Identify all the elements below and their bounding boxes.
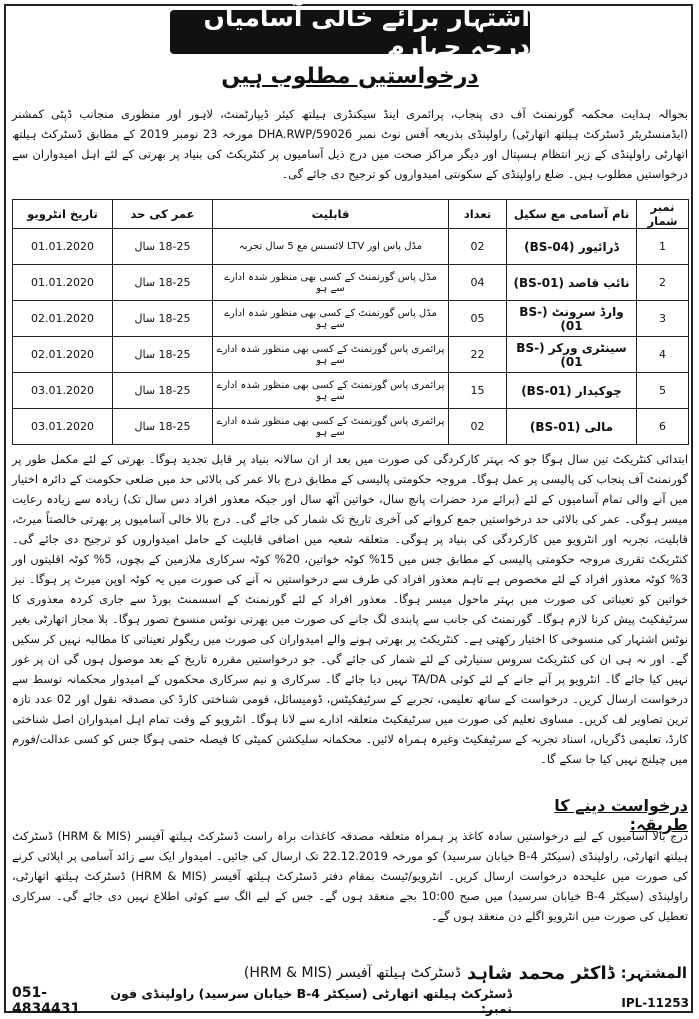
cell-qualification: مڈل پاس گورنمنٹ کے کسی بھی منظور شدہ ادارے سے ہو xyxy=(213,265,449,301)
cell-qualification: مڈل پاس گورنمنٹ کے کسی بھی منظور شدہ ادارے سے ہو xyxy=(213,301,449,337)
cell-post-name: ڈرائیور (BS-04) xyxy=(507,229,637,265)
ipl-reference: IPL-11253 xyxy=(621,996,689,1010)
cell-age: 18-25 سال xyxy=(113,373,213,409)
header-age: عمر کی حد xyxy=(113,200,213,229)
cell-count: 15 xyxy=(449,373,507,409)
cell-serial: 2 xyxy=(637,265,689,301)
address-text: ڈسٹرکٹ ہیلتھ اتھارٹی (سیکٹر B-4 خیابان سرسید) راولپنڈی فون نمبر: xyxy=(110,986,512,1016)
posts-table xyxy=(12,199,689,445)
cell-age: 18-25 سال xyxy=(113,265,213,301)
cell-date: 03.01.2020 xyxy=(13,373,113,409)
address-line xyxy=(12,985,512,1017)
how-to-apply-heading: درخواست دینے کا طریقہ: xyxy=(554,796,688,834)
cell-serial: 6 xyxy=(637,409,689,445)
table-row xyxy=(13,409,689,445)
cell-post-name: نائب قاصد (BS-01) xyxy=(507,265,637,301)
header-name: نام آسامی مع سکیل xyxy=(507,200,637,229)
cell-serial: 1 xyxy=(637,229,689,265)
banner-text: اشتہار برائے خالی آسامیاں درجہ چہارم xyxy=(203,3,530,61)
subtitle xyxy=(180,58,520,94)
cell-post-name: سینٹری ورکر (BS-01) xyxy=(507,337,637,373)
cell-count: 22 xyxy=(449,337,507,373)
table-row xyxy=(13,373,689,409)
how-to-apply-paragraph: درج بالا آسامیوں کے لیے درخواستیں سادہ کاغذ پر ہمراہ متعلقہ مصدقہ کاغذات براہ راست ڈسٹرکٹ ہیلتھ آفیسر (HRM & MIS) ڈسٹرکٹ ہیلتھ اتھارٹی، راولپنڈی (سیکٹر 4-B خیابان سرسید) کو مورخہ 22.12.2019 تک ارسال کی جائیں۔ امیدوار ایک سے زائد آسامی پر اپلائی کرنے کی صورت میں علیحدہ درخواست ارسال کریں۔ انٹرویو/ٹیسٹ بمقام دفتر ڈسٹرکٹ ہیلتھ آفیسر (HRM & MIS) ڈسٹرکٹ ہیلتھ اتھارٹی، راولپنڈی (سیکٹر 4-B خیابان سرسید) میں صبح 10:00 بجے منعقد ہوں گے۔ جس کے لیے الگ سے کوئی اطلاع نہیں دی جائے گی۔ سرکاری تعطیل کی صورت میں انٹرویو اگلے دن منعقد ہوں گے۔ xyxy=(12,829,688,923)
table-header-row xyxy=(13,200,689,229)
cell-count: 02 xyxy=(449,409,507,445)
cell-age: 18-25 سال xyxy=(113,301,213,337)
cell-qualification: پرائمری پاس گورنمنٹ کے کسی بھی منظور شدہ ادارے سے ہو xyxy=(213,409,449,445)
page-title xyxy=(170,3,530,61)
cell-post-name: مالی (BS-01) xyxy=(507,409,637,445)
advertiser-name: ڈاکٹر محمد شاہد xyxy=(466,962,615,984)
cell-count: 05 xyxy=(449,301,507,337)
cell-date: 01.01.2020 xyxy=(13,229,113,265)
cell-post-name: چوکیدار (BS-01) xyxy=(507,373,637,409)
subtitle-text: درخواستیں مطلوب ہیں xyxy=(221,63,479,89)
cell-qualification: پرائمری پاس گورنمنٹ کے کسی بھی منظور شدہ ادارے سے ہو xyxy=(213,373,449,409)
header-qualification: قابلیت xyxy=(213,200,449,229)
cell-post-name: وارڈ سرونٹ (BS-01) xyxy=(507,301,637,337)
cell-date: 03.01.2020 xyxy=(13,409,113,445)
cell-count: 02 xyxy=(449,229,507,265)
table-row xyxy=(13,301,689,337)
advertiser-title: ڈسٹرکٹ ہیلتھ آفیسر (HRM & MIS) xyxy=(243,965,461,981)
table-row xyxy=(13,337,689,373)
header-date: تاریخ انٹرویو xyxy=(13,200,113,229)
intro-paragraph: بحوالہ ہدایت محکمہ گورنمنٹ آف دی پنجاب، پرائمری اینڈ سیکنڈری ہیلتھ کیئر ڈیپارٹمنٹ، لاہور اور منظوری منجانب ڈپٹی کمشنر (ایڈمنسٹریٹر ڈسٹرکٹ ہیلتھ اتھارٹی) راولپنڈی بذریعہ آفس نوٹ نمبر 59026/DHA.RWP مورخہ 23 نومبر 2019 کے مطابق ڈسٹرکٹ ہیلتھ اتھارٹی راولپنڈی کے زیر انتظام ہسپتال اور دیگر مراکز صحت میں درج ذیل آسامیوں پر کنٹریکٹ کی بنیاد پر بھرتی کے لئے اہل امیدواران سے درخواستیں مطلوب ہیں۔ ضلع راولپنڈی کے سکونتی امیدواروں کو ترجیح دی جائے گی۔ xyxy=(12,107,688,181)
cell-age: 18-25 سال xyxy=(113,337,213,373)
cell-qualification: مڈل پاس اور LTV لائسنس مع 5 سال تجربہ xyxy=(213,229,449,265)
cell-serial: 3 xyxy=(637,301,689,337)
table-row xyxy=(13,229,689,265)
cell-date: 01.01.2020 xyxy=(13,265,113,301)
advertiser-label: المشتہر: xyxy=(620,964,687,982)
cell-age: 18-25 سال xyxy=(113,229,213,265)
advertiser-line xyxy=(244,958,687,988)
header-serial: نمبر شمار xyxy=(637,200,689,229)
cell-serial: 4 xyxy=(637,337,689,373)
cell-date: 02.01.2020 xyxy=(13,337,113,373)
cell-age: 18-25 سال xyxy=(113,409,213,445)
conditions-paragraph: ابتدائی کنٹریکٹ تین سال ہوگا جو کہ بہتر کارکردگی کی صورت میں بعد از ان سالانہ بنیاد پر قابل تجدید ہوگا۔ بھرتی کے لئے مکمل طور پر گورنمنٹ آف پنجاب کی پالیسی پر عمل ہوگا۔ مروجہ حکومتی پالیسی کے مطابق درج بالا عمر کی بالائی حد میں ضلعی حکومت کے دائرہ اختیار میں آنے والی تمام آسامیوں کے لئے (برائے مرد حضرات پانچ سال، خواتین آٹھ سال اور جبکہ معذور افراد دس سال تک) زیادہ سے زیادہ رعایت میسر ہوگی۔ عمر کی بالائی حد درخواستیں جمع کروانے کی آخری تاریخ تک شمار کی جائے گی۔ درج بالا خالی آسامیوں پر بھرتی خالصتاً میرٹ، قابلیت، تجربہ اور انٹرویو میں کارکردگی کی بنیاد پر ہوگی۔ متعلقہ شعبہ میں اضافی قابلیت کے حامل امیدواروں کو ترجیح دی جائے گی۔ کنٹریکٹ تقرری مروجہ حکومتی پالیسی کے مطابق جس میں 15% کوٹہ خواتین، 20% کوٹہ سرکاری ملازمین کے بچوں، 5% کوٹہ اقلیتوں اور 3% کوٹہ معذور افراد کے لئے مخصوص ہے تاہم معذور افراد کی طرف سے درخواستیں نہ آنے کی صورت میں یہ کوٹہ اوپن میرٹ پر ہوگا۔ نیز خواتین کو تعیناتی کی صورت میں بہتر ماحول میسر ہوگا۔ معذور افراد کے لئے گورنمنٹ کے اسسمنٹ بورڈ سے جاری کردہ معذوری کا سرٹیفکیٹ پیش کرنا لازم ہوگا۔ گورنمنٹ کی جانب سے پابندی لگ جانے کی صورت میں بھرتی نوٹس منسوخ تصور ہوگا۔ بلا مجاز اتھارٹی بغیر نوٹس اشتہار کی منسوخی کا اختیار رکھتی ہے۔ کنٹریکٹ پر بھرتی ہونے والے امیدواران کی صورت میں ریگولر تعیناتی کا مطالبہ نہیں کر سکیں گے۔ اور نہ ہی ان کی کنٹریکٹ سروس سنیارٹی کے لئے شمار کی جائے گی۔ جو درخواستیں مقررہ تاریخ کے بعد موصول ہوں گی ان پر غور نہیں کیا جائے گا۔ انٹرویو پر آنے جانے کے لئے کوئی TA/DA نہیں دیا جائے گا۔ سرکاری و نیم سرکاری محکموں کے امیدوار محکمانہ توسط سے درخواست ارسال کریں۔ درخواست کے ساتھ تعلیمی، تجربے کے سرٹیفکیٹس، ڈومیسائل، قومی شناختی کارڈ کی مصدقہ نقول اور 02 عدد تازہ ترین تصاویر لف کریں۔ مساوی تعلیم کی صورت میں سرٹیفکیٹ متعلقہ ادارے سے لانا ہوگا۔ انٹرویو کے وقت تمام اہل امیدواران اصل شناختی کارڈ، تعلیمی ڈگریاں، اسناد تجربہ کے سرٹیفکیٹ وغیرہ ہمراہ لائیں۔ محکمانہ سلیکشن کمیٹی کا فیصلہ حتمی ہوگا جس کو کسی عدالت/فورم میں چیلنج نہیں کیا جا سکے گا۔ xyxy=(12,452,689,766)
cell-count: 04 xyxy=(449,265,507,301)
cell-serial: 5 xyxy=(637,373,689,409)
phone-number: 051-4834431 xyxy=(12,985,81,1017)
cell-qualification: پرائمری پاس گورنمنٹ کے کسی بھی منظور شدہ ادارے سے ہو xyxy=(213,337,449,373)
table-row xyxy=(13,265,689,301)
cell-date: 02.01.2020 xyxy=(13,301,113,337)
header-count: تعداد xyxy=(449,200,507,229)
